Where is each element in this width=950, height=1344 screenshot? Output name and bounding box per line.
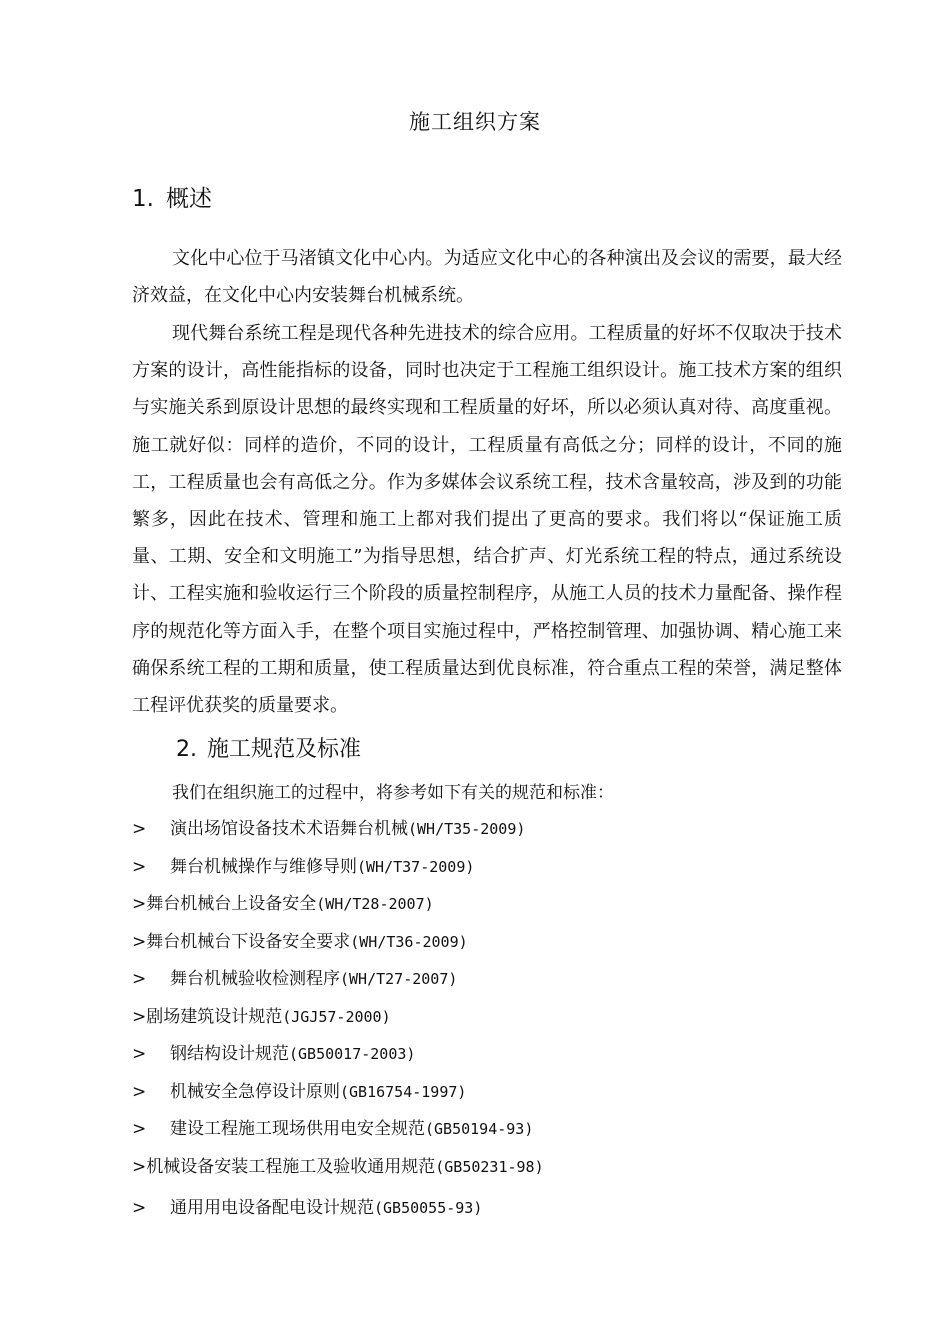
standard-name: 建设工程施工现场供用电安全规范 [170, 1119, 425, 1139]
standard-code: (GB16754-1997) [340, 1082, 467, 1101]
standard-item [132, 1192, 852, 1230]
section-1-heading [132, 180, 212, 213]
bullet-marker: > [132, 969, 147, 989]
bullet-marker: > [132, 1119, 147, 1139]
standard-name: 演出场馆设备技术术语舞台机械 [170, 819, 408, 839]
standard-item [132, 1038, 852, 1076]
standard-item [132, 1151, 852, 1189]
standard-item [132, 813, 852, 851]
bullet-marker: > [132, 931, 147, 952]
standard-name: 机械设备安装工程施工及验收通用规范 [146, 1156, 436, 1177]
standard-code: (WH/T37-2009) [357, 857, 475, 876]
standard-code: (WH/T36-2009) [350, 932, 468, 951]
section-2-number: 2. [176, 737, 197, 762]
standard-code: (WH/T27-2007) [340, 970, 458, 988]
standard-code: (WH/T35-2009) [408, 820, 526, 838]
bullet-marker: > [132, 1198, 147, 1218]
standard-item [132, 1113, 852, 1151]
standard-name: 机械安全急停设计原则 [170, 1081, 340, 1102]
standards-list [132, 813, 852, 1230]
standard-item [132, 851, 852, 889]
standard-code: (GB50194-93) [425, 1120, 534, 1138]
bullet-marker: > [132, 819, 147, 839]
bullet-marker: > [132, 894, 147, 914]
standard-item [132, 926, 852, 964]
bullet-marker: > [132, 1044, 147, 1064]
standard-name: 钢结构设计规范 [170, 1044, 289, 1064]
standard-name: 剧场建筑设计规范 [146, 1006, 283, 1027]
bullet-marker: > [132, 1006, 147, 1027]
standard-name: 舞台机械验收检测程序 [170, 969, 340, 989]
standard-item [132, 963, 852, 1001]
standard-item [132, 888, 852, 926]
standard-item [132, 1076, 852, 1114]
bullet-marker: > [132, 1081, 147, 1102]
section-2-title: 施工规范及标准 [207, 737, 362, 762]
standard-code: (GB50231-98) [435, 1157, 544, 1176]
standard-code: (GB50017-2003) [289, 1045, 416, 1063]
section-1-paragraph-1: 文化中心位于马渚镇文化中心内。为适应文化中心的各种演出及会议的需要，最大经济效益，在文化中心内安装舞台机械系统。 [132, 248, 842, 307]
standard-code: (GB50055-93) [374, 1199, 483, 1217]
standard-item [132, 1001, 852, 1039]
standard-name: 舞台机械台下设备安全要求 [146, 931, 351, 952]
document-title: 施工组织方案 [409, 110, 541, 134]
section-1-number: 1. [132, 186, 154, 212]
section-2-heading [176, 732, 361, 763]
standard-name: 通用用电设备配电设计规范 [170, 1198, 374, 1218]
standard-code: (JGJ57-2000) [282, 1007, 391, 1026]
section-1-paragraph-2: 现代舞台系统工程是现代各种先进技术的综合应用。工程质量的好坏不仅取决于技术方案的设计，高性能指标的设备，同时也决定于工程施工组织设计。施工技术方案的组织与实施关系到原设计思想的最终实现和工程质量的好坏，所以必须认真对待、高度重视。施工就好似：同样的造价，不同的设计，工程质量有高低之分；同样的设计，不同的施工，工程质量也会有高低之分。作为多媒体会议系统工程，技术含量较高，涉及到的功能繁多，因此在技术、管理和施工上都对我们提出了更高的要求。我们将以“保证施工质量、工期、安全和文明施工”为指导思想，结合扩声、灯光系统工程的特点，通过系统设计、工程实施和验收运行三个阶段的质量控制程序，从施工人员的技术力量配备、操作程序的规范化等方面入手，在整个项目实施过程中，严格控制管理、加强协调、精心施工来确保系统工程的工期和质量，使工程质量达到优良标准，符合重点工程的荣誉，满足整体工程评优获奖的质量要求。 [132, 323, 842, 717]
section-1-title: 概述 [165, 186, 212, 212]
standard-name: 舞台机械操作与维修导则 [170, 856, 357, 877]
standard-name: 舞台机械台上设备安全 [146, 894, 317, 914]
bullet-marker: > [132, 856, 147, 877]
bullet-marker: > [132, 1156, 147, 1177]
section-2-intro: 我们在组织施工的过程中，将参考如下有关的规范和标准： [172, 783, 614, 803]
standard-code: (WH/T28-2007) [316, 895, 434, 913]
